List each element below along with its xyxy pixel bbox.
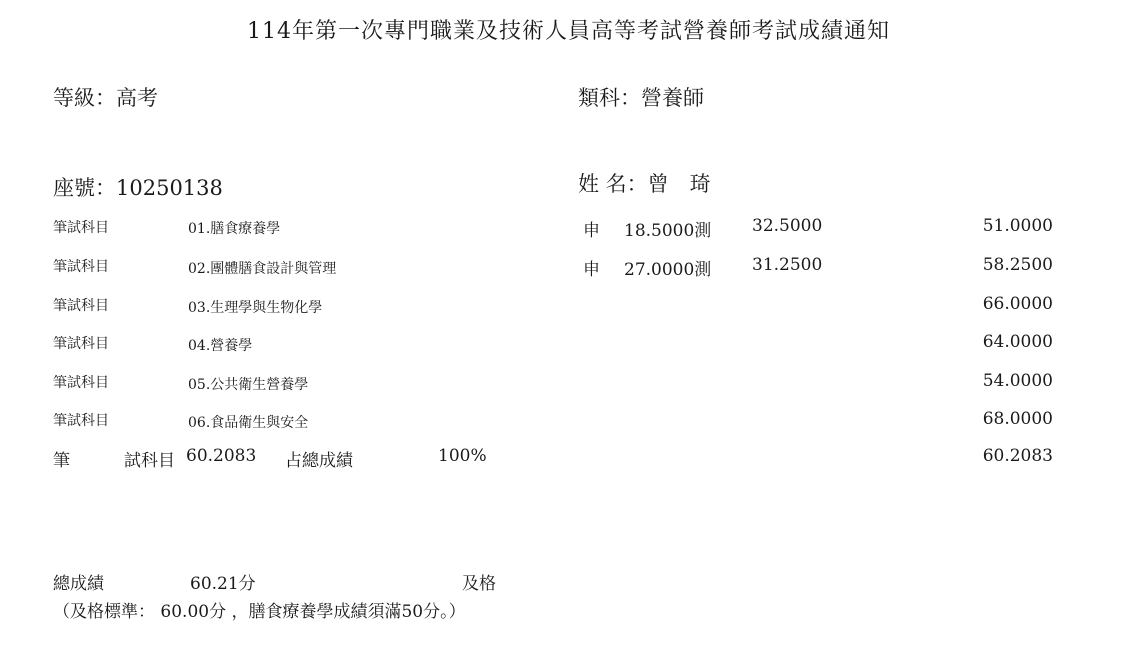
pass-result: 及格 (462, 574, 496, 594)
row-kind: 筆試科目 (53, 259, 109, 275)
candidate-name-label: 姓 名：曾 琦 (578, 172, 711, 196)
row-part1-value: 27.0000測 (624, 260, 712, 280)
total-score-label: 總成績 (53, 574, 104, 594)
summary-average: 60.2083 (186, 446, 257, 466)
row-score: 58.2500 (982, 255, 1053, 275)
seat-number-label: 座號：10250138 (53, 176, 223, 200)
summary-label-1: 筆 (53, 451, 70, 471)
row-part2-value: 31.2500 (752, 255, 823, 275)
grade-label: 等級：高考 (53, 86, 158, 110)
row-part2-value: 32.5000 (752, 216, 823, 236)
row-subject: 01.膳食療養學 (188, 221, 281, 237)
summary-label-2: 試科目 (124, 451, 175, 471)
row-kind: 筆試科目 (53, 298, 109, 314)
total-score-value: 60.21分 (190, 574, 256, 594)
row-score: 68.0000 (982, 409, 1053, 429)
row-part1-value: 18.5000測 (624, 221, 712, 241)
row-part1-label: 申 (583, 221, 600, 241)
row-part1-label: 申 (583, 260, 600, 280)
summary-weight-label: 占總成績 (285, 451, 353, 471)
category-label: 類科：營養師 (578, 86, 704, 110)
row-subject: 05.公共衛生營養學 (188, 377, 309, 393)
row-kind: 筆試科目 (53, 375, 109, 391)
row-subject: 06.食品衛生與安全 (188, 415, 309, 431)
pass-standard-note: （及格標準： 60.00分 ，膳食療養學成績須滿50分。） (53, 602, 466, 622)
row-subject: 02.團體膳食設計與管理 (188, 261, 337, 277)
row-score: 54.0000 (982, 371, 1053, 391)
row-score: 51.0000 (982, 216, 1053, 236)
row-subject: 03.生理學與生物化學 (188, 300, 323, 316)
row-subject: 04.營養學 (188, 338, 253, 354)
row-kind: 筆試科目 (53, 413, 109, 429)
summary-score: 60.2083 (982, 446, 1053, 466)
row-kind: 筆試科目 (53, 220, 109, 236)
row-kind: 筆試科目 (53, 336, 109, 352)
row-score: 64.0000 (982, 332, 1053, 352)
row-score: 66.0000 (982, 294, 1053, 314)
summary-weight-percent: 100% (438, 446, 487, 466)
page-title: 114年第一次專門職業及技術人員高等考試營養師考試成績通知 (247, 19, 890, 44)
